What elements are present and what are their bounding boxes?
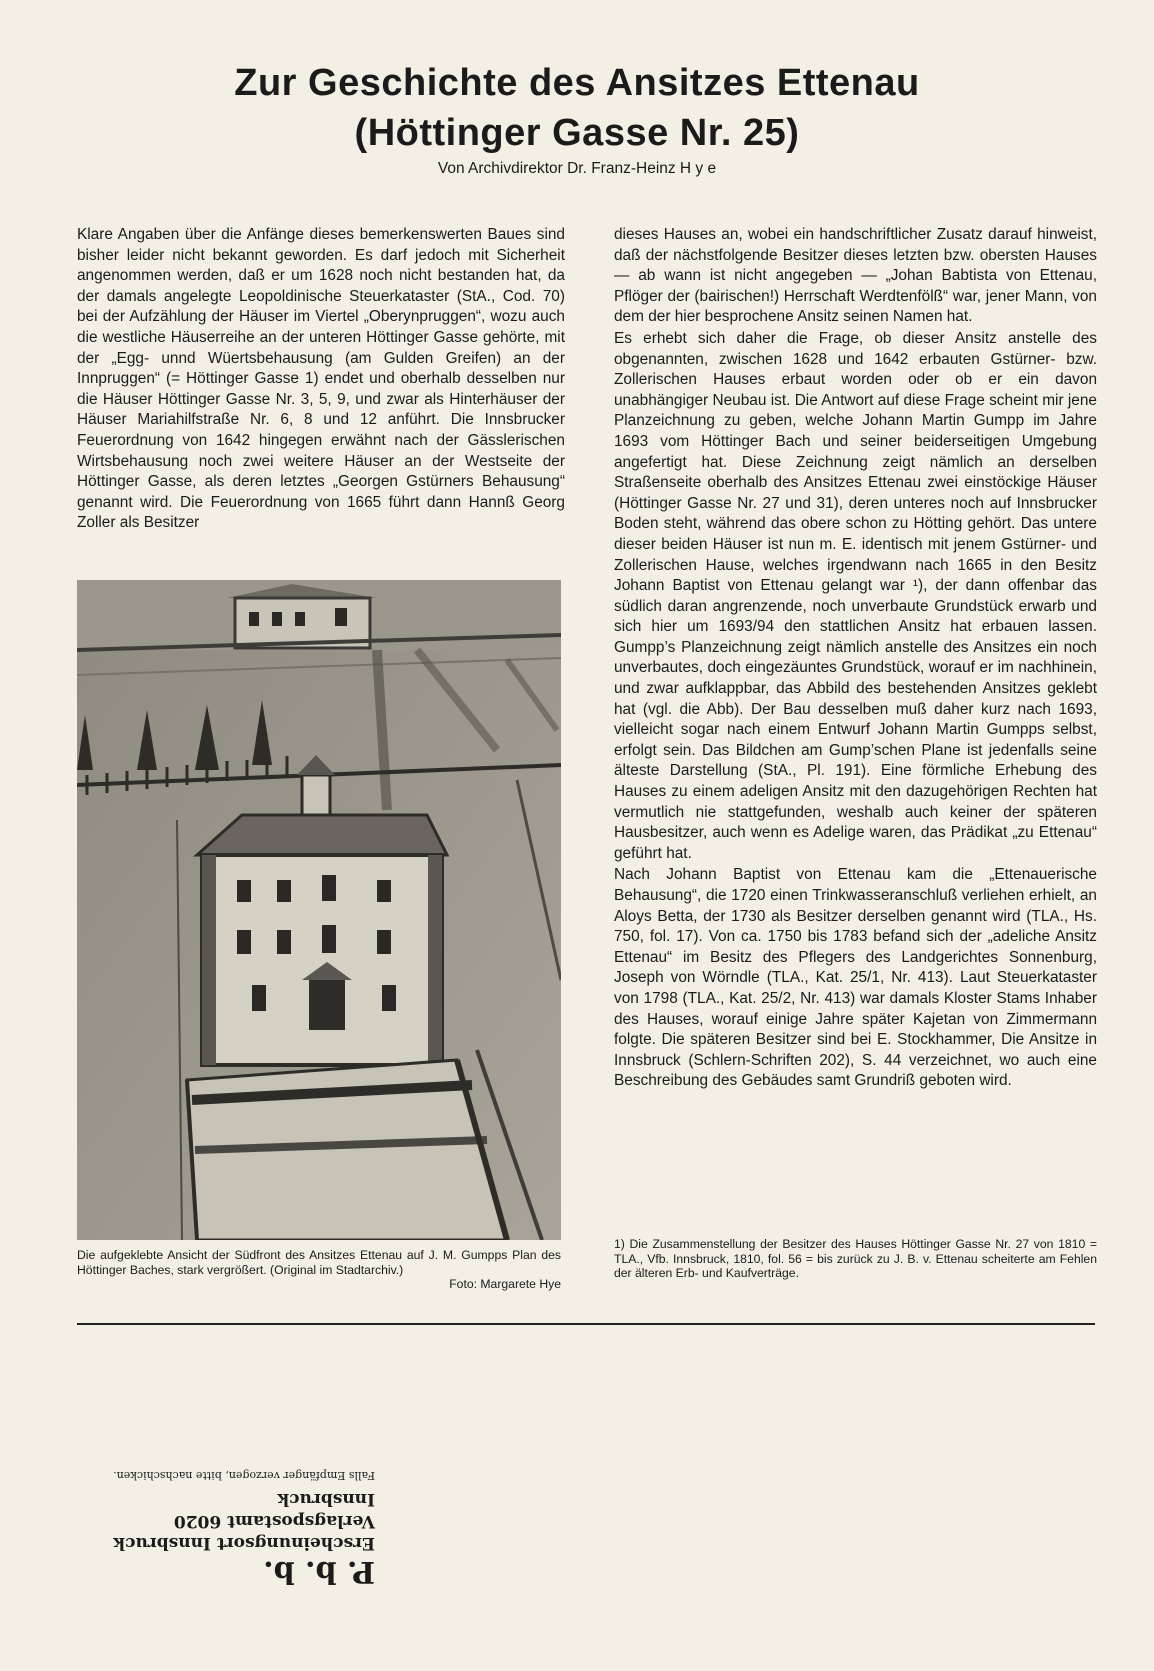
postal-imprint xyxy=(75,1466,375,1588)
footnote: 1) Die Zusammenstellung der Besitzer des Hauses Höttinger Gasse Nr. 27 von 1810 = TLA., Vfb. Innsbruck, 1810, fol. 56 = bis zurück zu J. B. v. Ettenau scheiterte am Fehlen der älteren Erb- und Kaufverträge. xyxy=(614,1237,1097,1280)
paragraph: dieses Hauses an, wobei ein handschriftlicher Zusatz darauf hinweist, daß der nächstfolgende Besitzer dieses letzten bzw. obersten Hauses — ab wann ist nicht angegeben — „Johan Babtista von Ettenau, Pflöger der (bairischen!) Herrschaft Werdtenfölß“ war, jener Mann, von dem der hier besprochene Ansitz seinen Namen hat. xyxy=(614,226,1097,326)
pbb-mark: P. b. b. xyxy=(263,1554,375,1589)
title-line-2: (Höttinger Gasse Nr. 25) xyxy=(354,112,800,154)
divider-rule xyxy=(77,1323,1095,1325)
ansitz-ettenau-drawing xyxy=(77,580,561,1240)
title-line-1: Zur Geschichte des Ansitzes Ettenau xyxy=(234,62,920,104)
post-office: Verlagspostamt 6020 Innsbruck xyxy=(173,1489,375,1531)
right-column xyxy=(614,225,1097,1092)
figure-caption xyxy=(77,1248,561,1292)
article-title xyxy=(0,58,1154,158)
left-column xyxy=(77,225,565,534)
paragraph: Es erhebt sich daher die Frage, ob dieser Ansitz anstelle des obgenannten, zwischen 1628 und 1642 erbauten Gstürner- bzw. Zollerischen Hauses erbaut worden oder ob er ein davon unabhängiger Neubau ist. Die Antwort auf diese Frage scheint mir jene Planzeichnung zu geben, welche Johann Martin Gumpp im Jahre 1693 vom Höttinger Bach und seiner beiderseitigen Umgebung angefertigt hat. Diese Zeichnung zeigt nämlich an derselben Straßenseite oberhalb des Ansitzes Ettenau zwei einstöckige Häuser (Höttinger Gasse Nr. 27 und 31), deren unteres noch auf Innsbrucker Boden steht, während das obere schon zu Hötting gehört. Das untere dieser beiden Häuser ist nun m. E. identisch mit jenem Gstürner- und Zollerischen Hause, welches irgendwann nach 1665 in den Besitz Johann Baptist von Ettenau gelangt war ¹), der dann offenbar das südlich daran angrenzende, noch unverbaute Grundstück erwarb und sich hier um 1693/94 den stattlichen Ansitz hat erbauen lassen. Gumpp’s Planzeichnung zeigt nämlich anstelle des Ansitzes ein noch unverbautes, doch eingezäuntes Grundstück, worauf er im nachhinein, und zwar aufklappbar, das Abbild des bestehenden Ansitzes geklebt hat (vgl. die Abb). Der Bau desselben muß daher kurz nach 1693, vielleicht sogar nach einem Entwurf Johann Martin Gumpps selbst, erfolgt sein. Das Bildchen am Gump’schen Plane ist jedenfalls seine älteste Darstellung (StA., Pl. 191). Eine förmliche Erhebung des Hauses zu einem adeligen Ansitz mit den dazugehörigen Rechten hat vermutlich nie stattgefunden, weshalb auch keiner der späteren Hausbesitzer, auch wenn es Adelige waren, das Prädikat „zu Ettenau“ geführt hat. xyxy=(614,329,1097,862)
byline: Von Archivdirektor Dr. Franz-Heinz H y e xyxy=(437,160,717,177)
paragraph: Nach Johann Baptist von Ettenau kam die „Ettenauerische Behausung“, die 1720 einen Trinkwasseranschluß verliehen erhielt, an Aloys Betta, der 1730 als Besitzer derselben genannt wird (TLA., Hs. 750, fol. 17). Von ca. 1750 bis 1783 befand sich der „adeliche Ansitz Ettenau“ im Besitz des Pflegers des Landgerichtes Sonnenburg, Joseph von Wörndle (TLA., Kat. 25/1, Nr. 413). Laut Steuerkataster von 1798 (TLA., Kat. 25/2, Nr. 413) war damals Kloster Stams Inhaber des Hauses, worauf einige Jahre später Kajetan von Zimmermann folgte. Die späteren Besitzer sind bei E. Stockhammer, Die Ansitze in Innsbruck (Schlern-Schriften 202), S. 44 verzeichnet, wo auch eine Beschreibung des Gebäudes samt Grundriß geboten wird. xyxy=(614,866,1097,1090)
paragraph: Klare Angaben über die Anfänge dieses bemerkenswerten Baues sind bisher leider nicht bekannt geworden. Es darf jedoch mit Sicherheit angenommen werden, daß er um 1628 noch nicht bestanden hat, da der damals angelegte Leopoldinische Steuerkataster (StA., Cod. 70) bei der Aufzählung der Häuser im Viertel „Oberynpruggen“, wozu auch die westliche Häuserreihe an der unteren Höttinger Gasse gehörte, mit der „Egg- unnd Wüertsbehausung (am Gulden Greifen) an der Innpruggen“ (= Höttinger Gasse 1) endet und oberhalb desselben nur die Häuser Höttinger Gasse Nr. 3, 5, 9, und zwar als Hinterhäuser der Häuser Mariahilfstraße Nr. 6, 8 und 12 anführt. Die Innsbrucker Feuerordnung von 1642 hingegen erwähnt nach der Gässlerischen Wirtsbehausung noch zwei weitere Häuser an der Westseite der Höttinger Gasse, als deren letztes „Georgen Gstürners Behausung“ genannt wird. Die Feuerordnung von 1665 führt dann Hannß Georg Zoller als Besitzer xyxy=(77,226,565,532)
photo-credit: Foto: Margarete Hye xyxy=(449,1277,561,1291)
caption-text: Die aufgeklebte Ansicht der Südfront des Ansitzes Ettenau auf J. M. Gumpps Plan des Höttinger Baches, stark vergrößert. (Original im Stadtarchiv.) xyxy=(77,1248,561,1277)
historic-drawing-figure xyxy=(77,580,561,1240)
place-of-publication: Erscheinungsort Innsbruck xyxy=(113,1533,375,1553)
forwarding-note: Falls Empfänger verzogen, bitte nachschicken. xyxy=(113,1469,375,1482)
